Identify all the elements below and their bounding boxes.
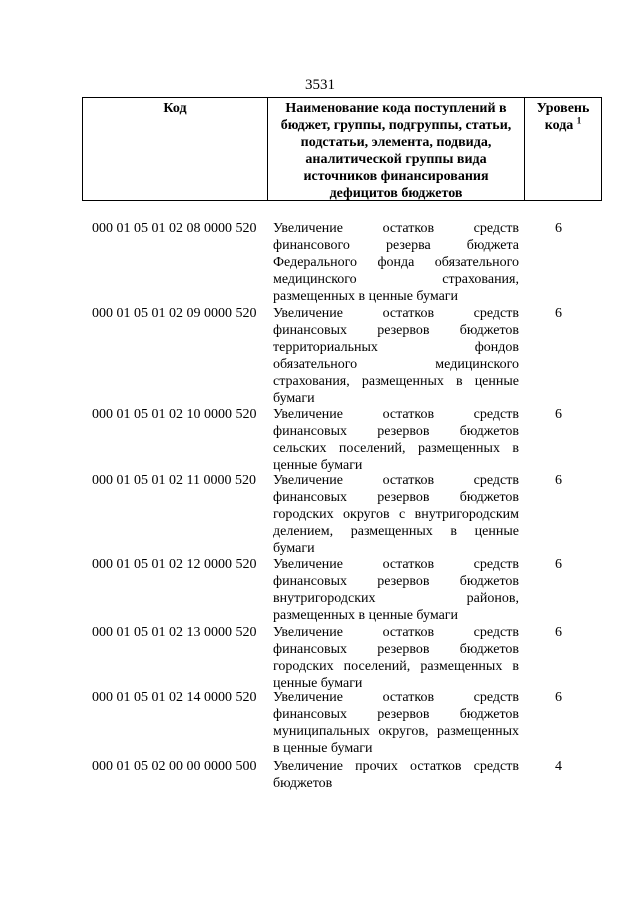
row-name	[273, 220, 519, 305]
row-name	[273, 758, 519, 792]
header-name-line: дефицитов бюджетов	[329, 186, 463, 201]
row-code: 000 01 05 01 02 11 0000 520	[92, 473, 256, 488]
row-name-line: Увеличение прочих остатков средств	[273, 759, 519, 774]
header-name-line: подстатьи, элемента, подвида,	[300, 135, 492, 150]
row-name-line: страхования, размещенных в ценные	[273, 374, 519, 389]
row-code: 000 01 05 01 02 08 0000 520	[92, 221, 257, 236]
header-level-footnote: 1	[576, 115, 582, 126]
header-name	[268, 98, 525, 200]
row-name-line: обязательного медицинского	[273, 357, 519, 372]
row-name-line: муниципальных округов, размещенных	[273, 724, 519, 739]
row-name-line: Увеличение остатков средств	[273, 625, 519, 640]
row-name-line: ценные бумаги	[273, 458, 363, 473]
row-level: 6	[555, 625, 562, 640]
row-name-line: медицинского страхования,	[273, 272, 519, 287]
row-name-line: в ценные бумаги	[273, 741, 373, 756]
row-name-line: Увеличение остатков средств	[273, 407, 519, 422]
header-level-line2	[525, 117, 601, 134]
header-level	[525, 98, 601, 200]
row-name-line: финансовых резервов бюджетов	[273, 323, 519, 338]
row-name-line: бюджетов	[273, 776, 333, 791]
row-name-line: территориальных фондов	[273, 340, 519, 355]
row-name-line: Увеличение остатков средств	[273, 306, 519, 321]
row-level: 6	[555, 690, 562, 705]
row-name-line: размещенных в ценные бумаги	[273, 289, 459, 304]
row-name-line: бумаги	[273, 541, 315, 556]
header-level-line1: Уровень	[536, 101, 590, 116]
row-name-line: размещенных в ценные бумаги	[273, 608, 459, 623]
row-code: 000 01 05 01 02 13 0000 520	[92, 625, 257, 640]
row-name-line: городских поселений, размещенных в	[273, 659, 519, 674]
table-header	[82, 97, 602, 201]
row-name-line: Федерального фонда обязательного	[273, 255, 519, 270]
row-level: 6	[555, 557, 562, 572]
row-name-line: ценные бумаги	[273, 676, 363, 691]
row-name	[273, 406, 519, 474]
row-name	[273, 689, 519, 757]
row-code: 000 01 05 02 00 00 0000 500	[92, 759, 257, 774]
row-name	[273, 305, 519, 407]
row-name-line: финансовых резервов бюджетов	[273, 424, 519, 439]
row-name	[273, 556, 519, 624]
row-name-line: Увеличение остатков средств	[273, 221, 519, 236]
row-level: 6	[555, 306, 562, 321]
row-level: 6	[555, 473, 562, 488]
row-code: 000 01 05 01 02 10 0000 520	[92, 407, 257, 422]
row-name-line: финансовых резервов бюджетов	[273, 707, 519, 722]
row-name	[273, 624, 519, 692]
row-name	[273, 472, 519, 557]
header-name-line: Наименование кода поступлений в	[285, 101, 507, 116]
row-name-line: финансового резерва бюджета	[273, 238, 519, 253]
row-name-line: городских округов с внутригородским	[273, 507, 519, 522]
row-name-line: делением, размещенных в ценные	[273, 524, 519, 539]
header-name-line: аналитической группы вида	[305, 152, 487, 167]
row-name-line: финансовых резервов бюджетов	[273, 490, 519, 505]
row-code: 000 01 05 01 02 09 0000 520	[92, 306, 257, 321]
header-level-text: кода	[544, 118, 574, 133]
row-name-line: сельских поселений, размещенных в	[273, 441, 519, 456]
row-name-line: финансовых резервов бюджетов	[273, 642, 519, 657]
row-code: 000 01 05 01 02 14 0000 520	[92, 690, 257, 705]
row-name-line: Увеличение остатков средств	[273, 473, 519, 488]
row-level: 4	[555, 759, 562, 774]
row-level: 6	[555, 407, 562, 422]
row-name-line: бумаги	[273, 391, 315, 406]
row-name-line: внутригородских районов,	[273, 591, 519, 606]
header-code: Код	[83, 98, 268, 200]
row-level: 6	[555, 221, 562, 236]
row-name-line: финансовых резервов бюджетов	[273, 574, 519, 589]
row-name-line: Увеличение остатков средств	[273, 690, 519, 705]
header-name-line: источников финансирования	[303, 169, 489, 184]
page-number: 3531	[305, 77, 335, 93]
header-name-line: бюджет, группы, подгруппы, статьи,	[280, 118, 512, 133]
row-code: 000 01 05 01 02 12 0000 520	[92, 557, 257, 572]
row-name-line: Увеличение остатков средств	[273, 557, 519, 572]
